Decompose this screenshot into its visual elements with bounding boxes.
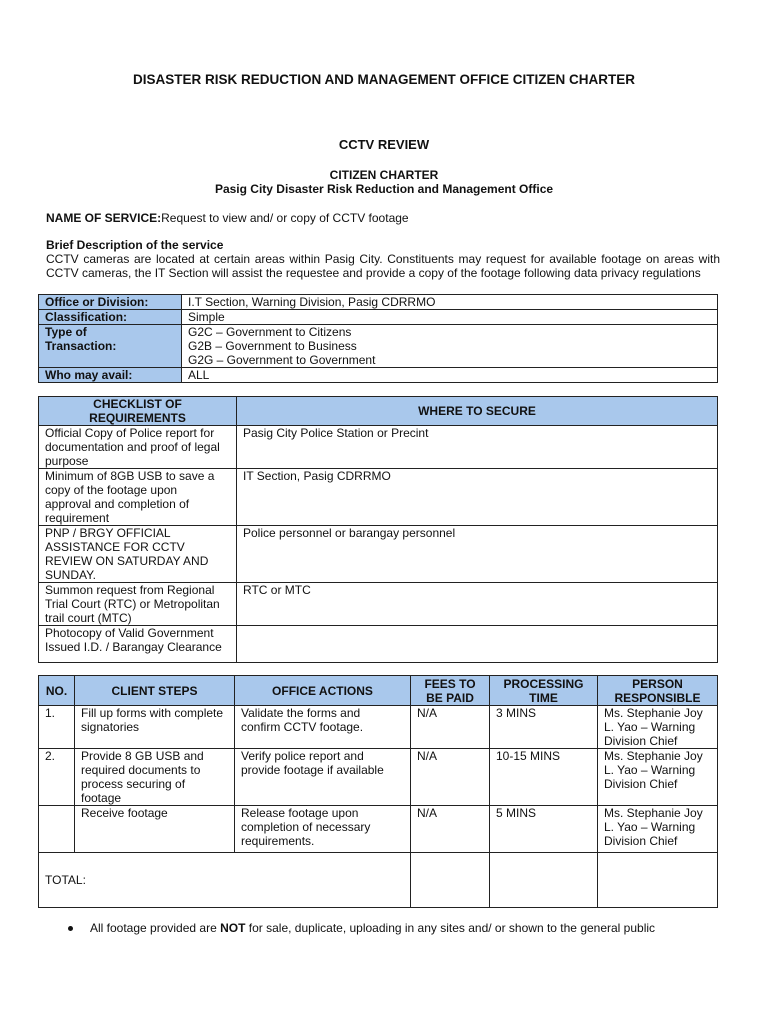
client-step-line: process securing of — [81, 777, 186, 791]
client-step-line: Receive footage — [81, 806, 168, 820]
office-action-line: completion of necessary — [241, 820, 371, 834]
classification-label: Classification: — [39, 310, 182, 325]
table-row — [39, 749, 718, 806]
table-row — [39, 626, 718, 663]
client-step-line: required documents to — [81, 763, 201, 777]
fees-cell: N/A — [411, 749, 490, 806]
requirement-line: trail court (MTC) — [45, 611, 132, 625]
requirement-cell — [39, 526, 237, 583]
office-actions-header: OFFICE ACTIONS — [235, 676, 411, 706]
who-label: Who may avail: — [39, 368, 182, 383]
table-row — [39, 806, 718, 853]
client-step-line: Fill up forms with complete — [81, 706, 224, 720]
requirement-line: SUNDAY. — [45, 568, 96, 582]
time-cell: 10-15 MINS — [490, 749, 598, 806]
requirement-line: REVIEW ON SATURDAY AND — [45, 554, 209, 568]
office-value: I.T Section, Warning Division, Pasig CDRRMO — [182, 295, 718, 310]
requirement-cell — [39, 626, 237, 663]
requirement-line: requirement — [45, 511, 110, 525]
office-action-cell — [235, 749, 411, 806]
person-line: Ms. Stephanie Joy — [604, 749, 703, 763]
office-action-line: provide footage if available — [241, 763, 384, 777]
who-value: ALL — [182, 368, 718, 383]
office-action-line: confirm CCTV footage. — [241, 720, 364, 734]
person-responsible-header — [598, 676, 718, 706]
total-time-cell — [490, 853, 598, 908]
service-title: CCTV REVIEW — [338, 137, 430, 152]
type-value: G2C – Government to Citizens — [188, 325, 352, 339]
person-line: Division Chief — [604, 734, 678, 748]
no-header: NO. — [39, 676, 75, 706]
type-value: G2G – Government to Government — [188, 353, 376, 367]
client-step-cell — [75, 806, 235, 853]
person-cell — [598, 806, 718, 853]
brief-description-text: CCTV cameras are located at certain areas within Pasig City. Constituents may request for available footage on areas with CCTV cameras, the IT Section will assist the requestee and provide a copy of the footage following data privacy regulations — [46, 252, 720, 280]
where-cell: Pasig City Police Station or Precint — [237, 426, 718, 469]
type-label-line: Type of — [45, 325, 87, 339]
where-cell — [237, 626, 718, 663]
step-number — [39, 806, 75, 853]
person-header-line: PERSON — [632, 676, 683, 691]
requirement-line: copy of the footage upon — [45, 483, 178, 497]
time-cell: 5 MINS — [490, 806, 598, 853]
type-values — [182, 325, 718, 368]
requirement-line: Official Copy of Police report for — [45, 426, 215, 440]
requirement-cell — [39, 426, 237, 469]
person-line: Ms. Stephanie Joy — [604, 706, 703, 720]
person-header-line: RESPONSIBLE — [614, 690, 701, 705]
processing-time-header — [490, 676, 598, 706]
where-cell: IT Section, Pasig CDRRMO — [237, 469, 718, 526]
table-row — [39, 426, 718, 469]
process-steps-table — [38, 675, 718, 908]
requirement-line: purpose — [45, 454, 89, 468]
time-header-line: TIME — [529, 690, 558, 705]
type-label-line: Transaction: — [45, 339, 117, 353]
step-number: 1. — [39, 706, 75, 749]
total-fees-cell — [411, 853, 490, 908]
type-value: G2B – Government to Business — [188, 339, 357, 353]
where-cell: RTC or MTC — [237, 583, 718, 626]
requirement-line: Issued I.D. / Barangay Clearance — [45, 640, 222, 654]
service-info-table — [38, 294, 718, 383]
table-row — [39, 295, 718, 310]
office-label: Office or Division: — [39, 295, 182, 310]
type-label — [39, 325, 182, 368]
person-line: Ms. Stephanie Joy — [604, 806, 703, 820]
total-label: TOTAL: — [39, 853, 411, 908]
person-line: Division Chief — [604, 777, 678, 791]
note-text-before: All footage provided are — [90, 921, 221, 935]
requirement-line: documentation and proof of legal — [45, 440, 220, 454]
fees-cell: N/A — [411, 806, 490, 853]
where-to-secure-header: WHERE TO SECURE — [237, 397, 718, 426]
requirement-line: Trial Court (RTC) or Metropolitan — [45, 597, 220, 611]
checklist-header-line: REQUIREMENTS — [89, 411, 186, 425]
person-line: Division Chief — [604, 834, 678, 848]
requirement-line: ASSISTANCE FOR CCTV — [45, 540, 185, 554]
person-line: L. Yao – Warning — [604, 820, 696, 834]
client-step-line: Provide 8 GB USB and — [81, 749, 204, 763]
office-action-line: Release footage upon — [241, 806, 359, 820]
office-action-cell — [235, 806, 411, 853]
name-of-service — [46, 211, 409, 225]
fees-header-line: BE PAID — [426, 690, 474, 705]
fees-cell: N/A — [411, 706, 490, 749]
office-action-line: requirements. — [241, 834, 315, 848]
where-cell: Police personnel or barangay personnel — [237, 526, 718, 583]
office-subtitle: Pasig City Disaster Risk Reduction and Management Office — [214, 182, 554, 196]
fees-header-line: FEES TO — [424, 676, 476, 691]
checklist-header-line: CHECKLIST OF — [93, 397, 182, 411]
note-emphasis: NOT — [220, 921, 246, 935]
name-of-service-value: Request to view and/ or copy of CCTV footage — [161, 211, 409, 225]
office-action-line: Verify police report and — [241, 749, 364, 763]
footage-note — [90, 921, 655, 935]
requirement-cell — [39, 583, 237, 626]
name-of-service-label: NAME OF SERVICE: — [46, 211, 162, 225]
requirement-cell — [39, 469, 237, 526]
table-row — [39, 325, 718, 368]
requirement-line: approval and completion of — [45, 497, 190, 511]
client-step-cell — [75, 749, 235, 806]
table-row — [39, 583, 718, 626]
time-header-line: PROCESSING — [503, 676, 584, 691]
table-row — [39, 310, 718, 325]
fees-header — [411, 676, 490, 706]
bullet-icon — [68, 926, 73, 931]
table-header-row — [39, 397, 718, 426]
person-line: L. Yao – Warning — [604, 720, 696, 734]
office-action-line: Validate the forms and — [241, 706, 361, 720]
table-header-row — [39, 676, 718, 706]
office-action-cell — [235, 706, 411, 749]
table-row — [39, 526, 718, 583]
person-cell — [598, 749, 718, 806]
checklist-header — [39, 397, 237, 426]
client-steps-header: CLIENT STEPS — [75, 676, 235, 706]
person-cell — [598, 706, 718, 749]
total-row — [39, 853, 718, 908]
requirement-line: Minimum of 8GB USB to save a — [45, 469, 215, 483]
brief-description-heading: Brief Description of the service — [46, 238, 224, 252]
requirement-line: Summon request from Regional — [45, 583, 215, 597]
requirements-table — [38, 396, 718, 663]
client-step-cell — [75, 706, 235, 749]
person-line: L. Yao – Warning — [604, 763, 696, 777]
client-step-line: footage — [81, 791, 122, 805]
time-cell: 3 MINS — [490, 706, 598, 749]
table-row — [39, 368, 718, 383]
classification-value: Simple — [182, 310, 718, 325]
table-row — [39, 469, 718, 526]
charter-subtitle: CITIZEN CHARTER — [329, 168, 439, 182]
requirement-line: PNP / BRGY OFFICIAL — [45, 526, 171, 540]
requirement-line: Photocopy of Valid Government — [45, 626, 214, 640]
total-person-cell — [598, 853, 718, 908]
note-text-after: for sale, duplicate, uploading in any sites and/ or shown to the general public — [245, 921, 656, 935]
step-number: 2. — [39, 749, 75, 806]
client-step-line: signatories — [81, 720, 140, 734]
document-title: DISASTER RISK REDUCTION AND MANAGEMENT OFFICE CITIZEN CHARTER — [133, 72, 635, 87]
table-row — [39, 706, 718, 749]
